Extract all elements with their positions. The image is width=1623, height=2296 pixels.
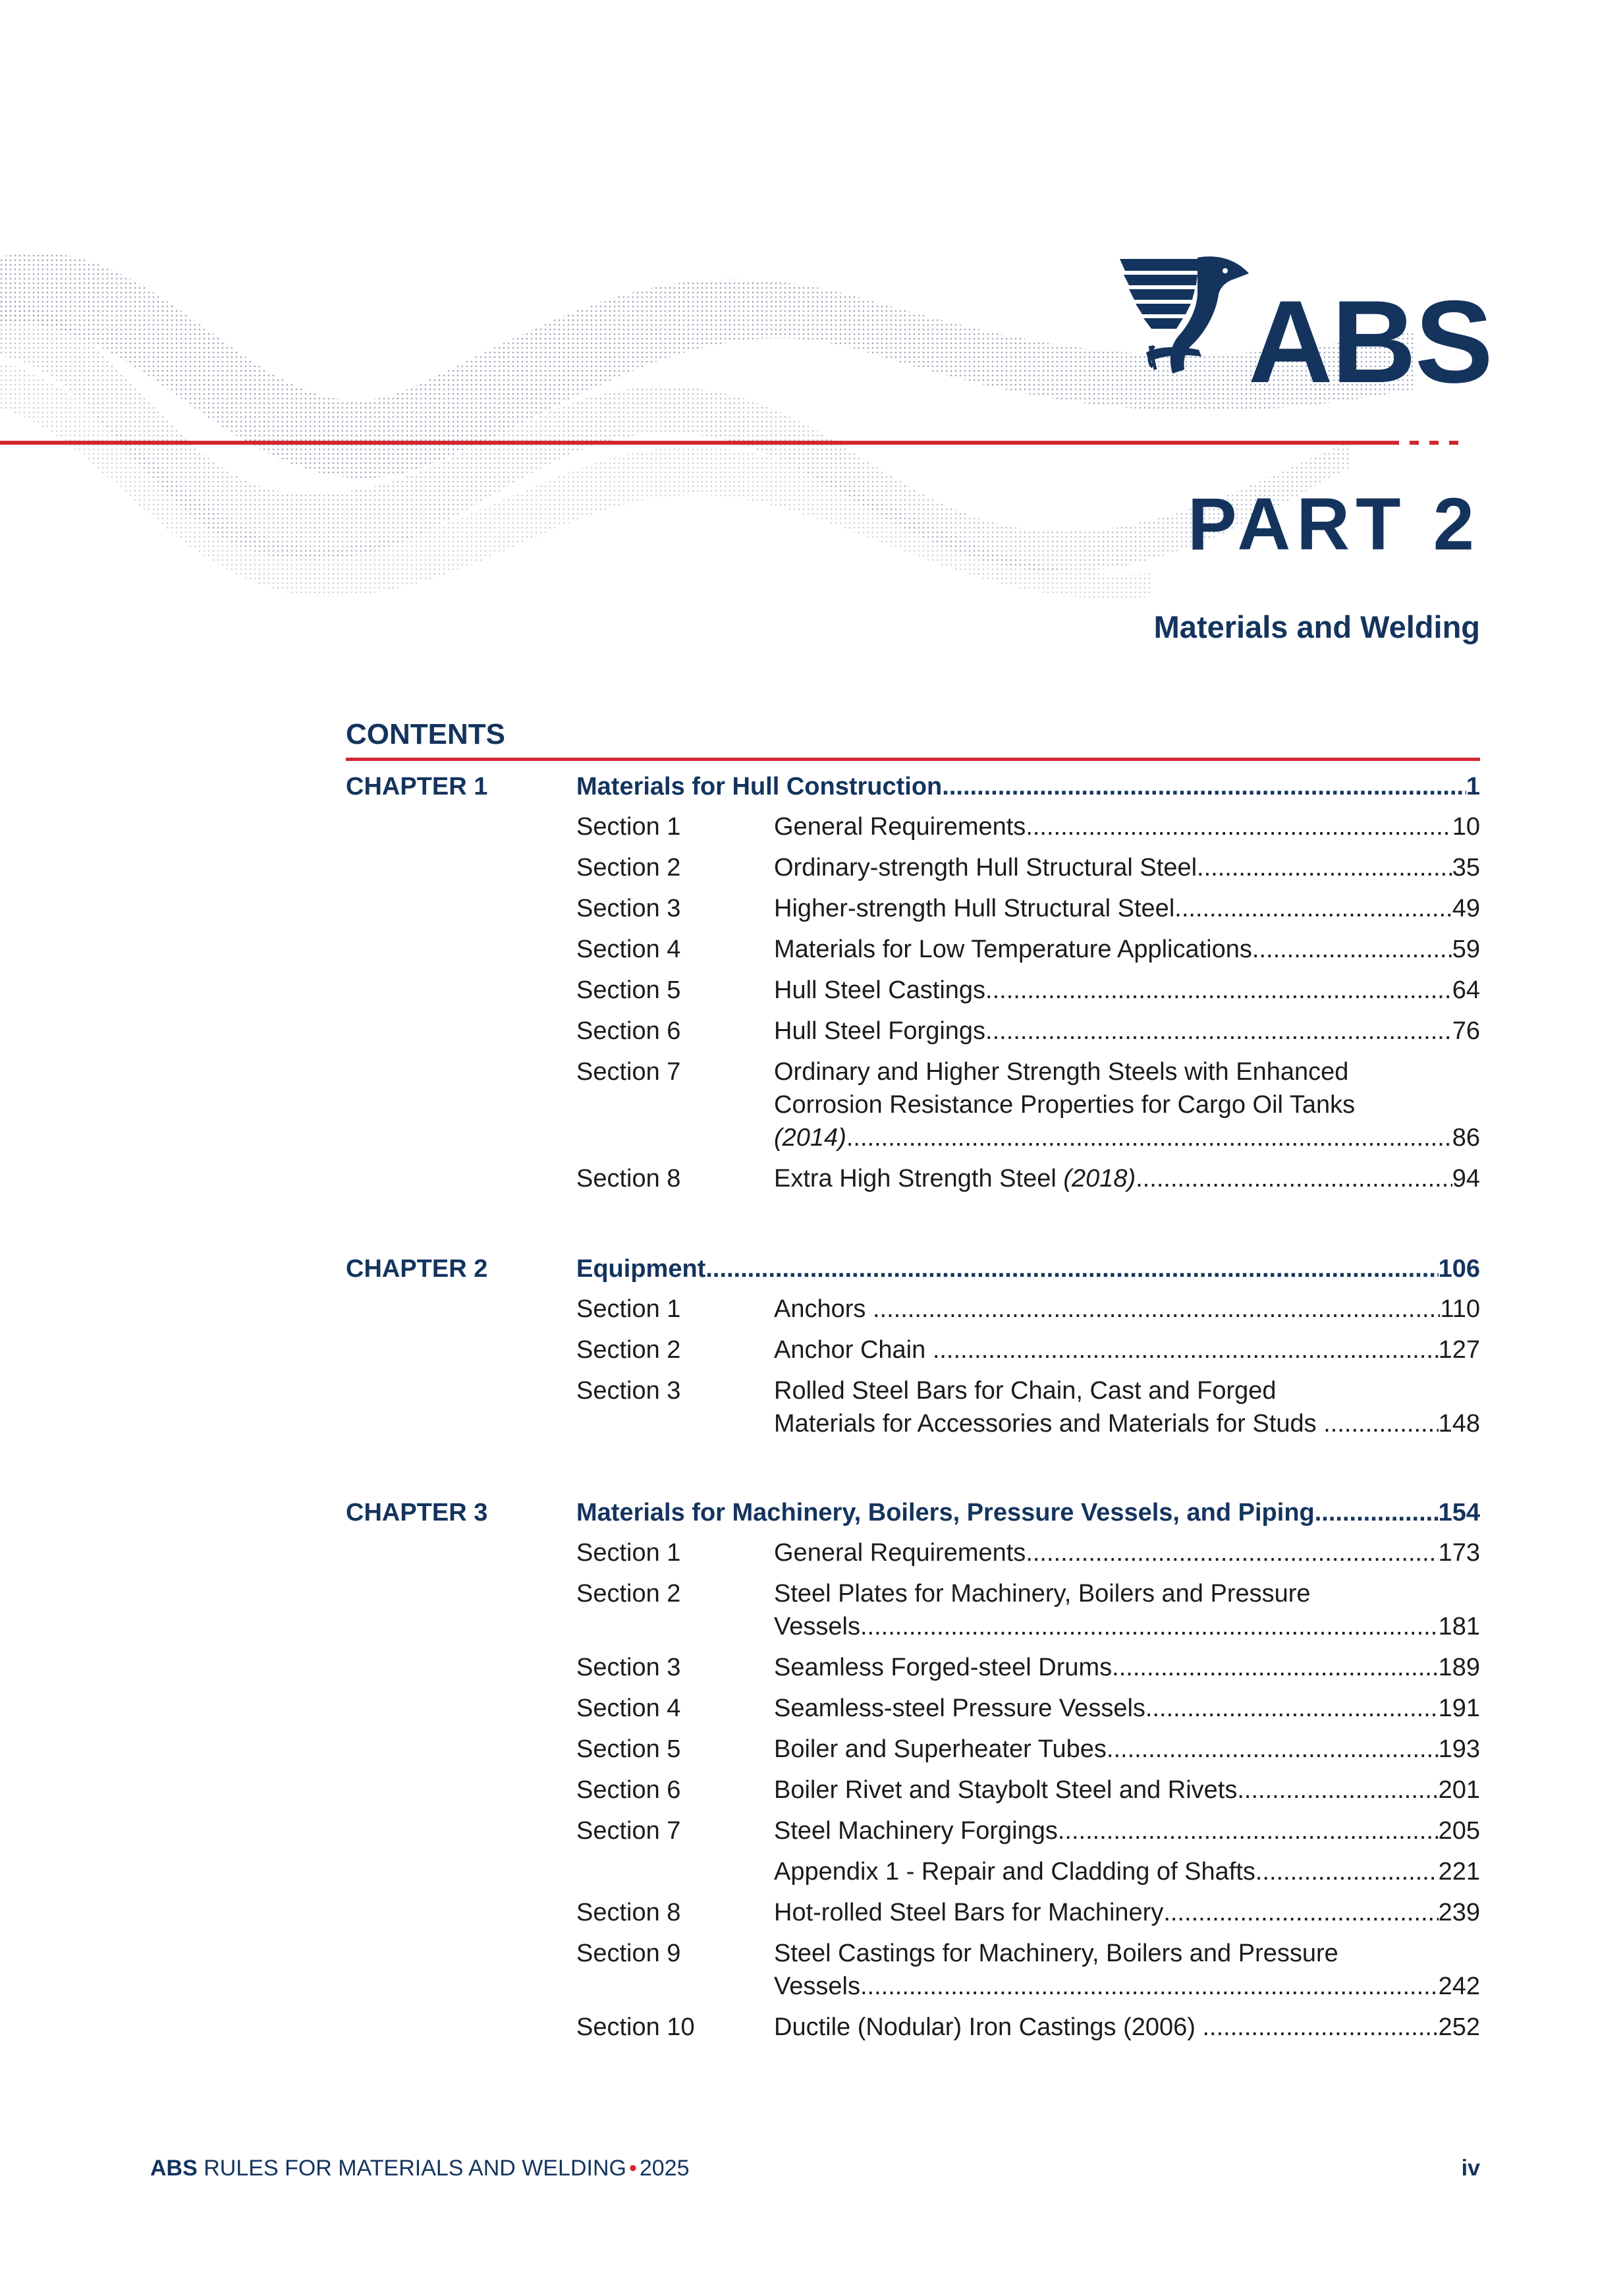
section-page: 76 bbox=[1452, 1017, 1480, 1045]
dot-leader bbox=[1136, 1162, 1452, 1195]
dot-leader bbox=[873, 1293, 1440, 1326]
toc-entry[interactable] bbox=[576, 933, 1480, 966]
footer-brand: ABS bbox=[150, 2156, 198, 2181]
section-page: 49 bbox=[1452, 895, 1480, 922]
section-title-line: Corrosion Resistance Properties for Cargo Oil Tanks bbox=[774, 1091, 1356, 1119]
toc-entry[interactable] bbox=[576, 1814, 1480, 1847]
toc-entry-appendix[interactable] bbox=[576, 1855, 1480, 1888]
section-title-year: (2014) bbox=[774, 1124, 846, 1152]
section-page: 201 bbox=[1438, 1776, 1480, 1804]
section-page: 193 bbox=[1438, 1735, 1480, 1763]
section-label: Section 5 bbox=[576, 1735, 681, 1763]
toc-entry[interactable] bbox=[576, 851, 1480, 884]
dot-leader bbox=[1163, 1896, 1438, 1929]
section-label: Section 7 bbox=[576, 1058, 681, 1086]
dot-leader bbox=[1026, 810, 1452, 843]
chapter-label: CHAPTER 2 bbox=[346, 1255, 488, 1283]
section-page: 94 bbox=[1452, 1165, 1480, 1192]
chapter-title-link[interactable] bbox=[576, 771, 1480, 802]
part-title: PART 2 bbox=[1188, 483, 1480, 565]
section-label: Section 3 bbox=[576, 895, 681, 922]
chapter-title: Materials for Machinery, Boilers, Pressure Vessels, and Piping bbox=[576, 1499, 1315, 1526]
dot-leader bbox=[985, 974, 1452, 1007]
section-label: Section 5 bbox=[576, 976, 681, 1004]
toc-entry[interactable] bbox=[576, 810, 1480, 843]
toc-entry[interactable] bbox=[576, 1374, 1480, 1440]
dot-leader bbox=[1203, 2011, 1439, 2044]
section-label: Section 4 bbox=[576, 936, 681, 963]
dot-leader bbox=[942, 771, 1466, 802]
section-title: Seamless-steel Pressure Vessels bbox=[774, 1694, 1145, 1722]
section-label: Section 2 bbox=[576, 854, 681, 882]
page-number: iv bbox=[1461, 2156, 1480, 2181]
chapter-title-link[interactable] bbox=[576, 1497, 1480, 1528]
toc-entry[interactable] bbox=[576, 1937, 1480, 2003]
section-title: Anchors bbox=[774, 1295, 873, 1323]
section-title: Boiler Rivet and Staybolt Steel and Rivets bbox=[774, 1776, 1238, 1804]
dot-leader bbox=[1197, 851, 1452, 884]
section-page: 205 bbox=[1438, 1817, 1480, 1845]
section-title-line: Steel Plates for Machinery, Boilers and Pressure bbox=[774, 1580, 1311, 1608]
section-page: 189 bbox=[1438, 1654, 1480, 1681]
footer-doc-title: RULES FOR MATERIALS AND WELDING bbox=[204, 2156, 626, 2181]
toc-entry[interactable] bbox=[576, 1055, 1480, 1154]
section-page: 181 bbox=[1438, 1613, 1480, 1640]
toc-entry[interactable] bbox=[576, 1733, 1480, 1766]
section-title-line: Rolled Steel Bars for Chain, Cast and Forged bbox=[774, 1377, 1277, 1405]
toc-entry[interactable] bbox=[576, 1015, 1480, 1048]
section-label: Section 8 bbox=[576, 1165, 681, 1192]
section-page: 127 bbox=[1438, 1336, 1480, 1364]
toc-entry[interactable] bbox=[576, 1293, 1480, 1326]
section-label: Section 3 bbox=[576, 1377, 681, 1405]
section-page: 110 bbox=[1440, 1295, 1480, 1323]
section-page: 148 bbox=[1438, 1410, 1480, 1438]
toc-entry[interactable] bbox=[576, 1651, 1480, 1684]
contents-rule bbox=[346, 758, 1480, 761]
header-red-rule bbox=[0, 441, 1399, 445]
chapter-page: 1 bbox=[1466, 773, 1480, 800]
section-title: Seamless Forged-steel Drums bbox=[774, 1654, 1113, 1681]
header-red-dashes bbox=[1410, 441, 1469, 445]
section-title: Higher-strength Hull Structural Steel bbox=[774, 895, 1175, 922]
section-title-line: Ordinary and Higher Strength Steels with Enhanced bbox=[774, 1058, 1349, 1086]
section-page: 221 bbox=[1438, 1858, 1480, 1886]
dot-leader bbox=[1026, 1536, 1438, 1569]
chapter-title-link[interactable] bbox=[576, 1253, 1480, 1285]
section-label: Section 2 bbox=[576, 1336, 681, 1364]
dot-leader bbox=[860, 1610, 1439, 1643]
dot-leader bbox=[1174, 892, 1452, 925]
section-label: Section 6 bbox=[576, 1017, 681, 1045]
section-title: Boiler and Superheater Tubes bbox=[774, 1735, 1107, 1763]
section-title: Ordinary-strength Hull Structural Steel bbox=[774, 854, 1197, 882]
section-page: 59 bbox=[1452, 936, 1480, 963]
toc-entry[interactable] bbox=[576, 1692, 1480, 1725]
toc-entry[interactable] bbox=[576, 1577, 1480, 1643]
chapter-title: Materials for Hull Construction bbox=[576, 773, 943, 800]
section-page: 191 bbox=[1438, 1694, 1480, 1722]
dot-leader bbox=[1237, 1774, 1438, 1806]
footer-year: 2025 bbox=[639, 2156, 690, 2181]
toc-entry[interactable] bbox=[576, 2011, 1480, 2044]
section-page: 173 bbox=[1438, 1539, 1480, 1567]
section-title: Vessels bbox=[774, 1613, 860, 1640]
section-page: 35 bbox=[1452, 854, 1480, 882]
section-label: Section 7 bbox=[576, 1817, 681, 1845]
section-title: Ductile (Nodular) Iron Castings (2006) bbox=[774, 2013, 1203, 2041]
toc-entry[interactable] bbox=[576, 1774, 1480, 1806]
abs-eagle-logo-icon bbox=[1120, 254, 1252, 385]
chapter-page: 106 bbox=[1438, 1255, 1480, 1283]
chapter-label: CHAPTER 3 bbox=[346, 1499, 488, 1526]
section-title: General Requirements bbox=[774, 1539, 1026, 1567]
dot-leader bbox=[860, 1970, 1439, 2003]
section-title: Materials for Accessories and Materials for Studs bbox=[774, 1410, 1324, 1438]
toc-entry[interactable] bbox=[576, 1896, 1480, 1929]
section-title: Materials for Low Temperature Applications bbox=[774, 936, 1252, 963]
section-label: Section 3 bbox=[576, 1654, 681, 1681]
dot-leader bbox=[705, 1253, 1438, 1285]
chapter-title: Equipment bbox=[576, 1255, 706, 1283]
section-title-line: Steel Castings for Machinery, Boilers and Pressure bbox=[774, 1940, 1338, 1967]
toc-entry[interactable] bbox=[576, 1333, 1480, 1366]
dot-leader bbox=[1145, 1692, 1439, 1725]
section-title: Appendix 1 - Repair and Cladding of Shafts bbox=[774, 1858, 1255, 1886]
dot-leader bbox=[1112, 1651, 1438, 1684]
toc-entry[interactable] bbox=[576, 892, 1480, 925]
section-page: 64 bbox=[1452, 976, 1480, 1004]
dot-leader bbox=[846, 1121, 1452, 1154]
section-page: 242 bbox=[1438, 1973, 1480, 2000]
dot-leader bbox=[1107, 1733, 1439, 1766]
section-page: 252 bbox=[1438, 2013, 1480, 2041]
section-label: Section 10 bbox=[576, 2013, 695, 2041]
dot-leader bbox=[985, 1015, 1452, 1048]
section-label: Section 6 bbox=[576, 1776, 681, 1804]
section-label: Section 2 bbox=[576, 1580, 681, 1608]
section-title-year: (2018) bbox=[1063, 1165, 1136, 1192]
section-label: Section 8 bbox=[576, 1899, 681, 1926]
chapter-page: 154 bbox=[1438, 1499, 1480, 1526]
section-title: Hull Steel Forgings bbox=[774, 1017, 986, 1045]
section-title: Anchor Chain bbox=[774, 1336, 933, 1364]
section-label: Section 9 bbox=[576, 1940, 681, 1967]
section-title: Hull Steel Castings bbox=[774, 976, 986, 1004]
chapter-label: CHAPTER 1 bbox=[346, 773, 488, 800]
dot-leader bbox=[1252, 933, 1452, 966]
section-label: Section 1 bbox=[576, 813, 681, 841]
abs-logo-text: ABS bbox=[1248, 276, 1492, 407]
part-subtitle: Materials and Welding bbox=[1153, 609, 1480, 644]
section-label: Section 4 bbox=[576, 1694, 681, 1722]
dot-leader bbox=[933, 1333, 1439, 1366]
section-title: Vessels bbox=[774, 1973, 860, 2000]
section-title: General Requirements bbox=[774, 813, 1026, 841]
section-title: Hot-rolled Steel Bars for Machinery bbox=[774, 1899, 1164, 1926]
dot-leader bbox=[1255, 1855, 1439, 1888]
contents-heading: CONTENTS bbox=[346, 718, 505, 750]
section-title: Extra High Strength Steel bbox=[774, 1165, 1064, 1192]
toc-entry[interactable] bbox=[576, 1536, 1480, 1569]
toc-entry[interactable] bbox=[576, 974, 1480, 1007]
section-label: Section 1 bbox=[576, 1539, 681, 1567]
dot-leader bbox=[1058, 1814, 1439, 1847]
section-page: 10 bbox=[1452, 813, 1480, 841]
dot-leader bbox=[1323, 1407, 1438, 1440]
dot-leader bbox=[1315, 1497, 1439, 1528]
section-title: Steel Machinery Forgings bbox=[774, 1817, 1058, 1845]
footer-separator: • bbox=[628, 2156, 637, 2181]
section-page: 239 bbox=[1438, 1899, 1480, 1926]
section-label: Section 1 bbox=[576, 1295, 681, 1323]
footer-title bbox=[150, 2156, 690, 2181]
toc-entry[interactable] bbox=[576, 1162, 1480, 1195]
section-page: 86 bbox=[1452, 1124, 1480, 1152]
